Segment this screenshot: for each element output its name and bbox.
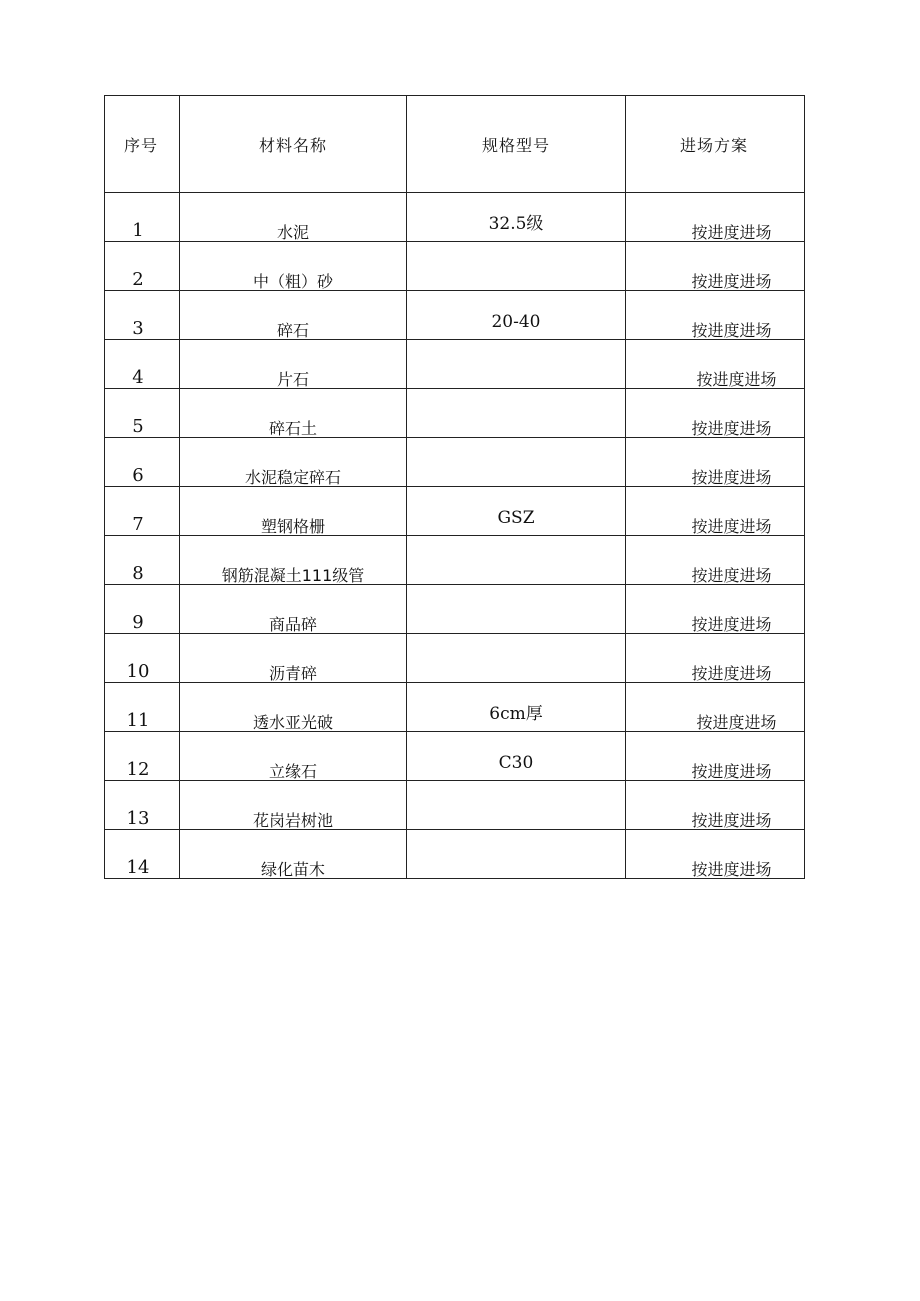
table-row — [105, 634, 805, 683]
table-row — [105, 683, 805, 732]
row-name: 立缘石 — [180, 732, 407, 781]
row-plan: 按进度进场 — [626, 585, 805, 634]
table-row — [105, 781, 805, 830]
row-plan: 按进度进场 — [626, 340, 805, 389]
row-spec: 6cm厚 — [407, 683, 626, 732]
row-name: 沥青碎 — [180, 634, 407, 683]
row-no: 1 — [105, 193, 180, 242]
table-body — [105, 193, 805, 879]
row-no: 8 — [105, 536, 180, 585]
table-row — [105, 732, 805, 781]
row-name: 绿化苗木 — [180, 830, 407, 879]
row-name: 碎石 — [180, 291, 407, 340]
table-row — [105, 389, 805, 438]
table-row — [105, 291, 805, 340]
row-name: 透水亚光破 — [180, 683, 407, 732]
row-plan: 按进度进场 — [626, 830, 805, 879]
header-plan: 进场方案 — [626, 96, 805, 193]
row-plan: 按进度进场 — [626, 438, 805, 487]
row-name: 水泥稳定碎石 — [180, 438, 407, 487]
row-plan: 按进度进场 — [626, 291, 805, 340]
row-no: 11 — [105, 683, 180, 732]
header-spec: 规格型号 — [407, 96, 626, 193]
row-no: 4 — [105, 340, 180, 389]
row-name: 钢筋混凝土111级管 — [180, 536, 407, 585]
table-row — [105, 830, 805, 879]
header-name: 材料名称 — [180, 96, 407, 193]
table-row — [105, 340, 805, 389]
row-plan: 按进度进场 — [626, 732, 805, 781]
row-no: 7 — [105, 487, 180, 536]
table-row — [105, 193, 805, 242]
row-spec — [407, 389, 626, 438]
row-name: 碎石土 — [180, 389, 407, 438]
table-row — [105, 585, 805, 634]
row-spec: GSZ — [407, 487, 626, 536]
row-spec — [407, 634, 626, 683]
row-spec: 32.5级 — [407, 193, 626, 242]
row-plan: 按进度进场 — [626, 781, 805, 830]
row-plan: 按进度进场 — [626, 634, 805, 683]
row-spec — [407, 830, 626, 879]
row-name: 花岗岩树池 — [180, 781, 407, 830]
row-no: 13 — [105, 781, 180, 830]
row-no: 9 — [105, 585, 180, 634]
row-name: 水泥 — [180, 193, 407, 242]
row-spec: C30 — [407, 732, 626, 781]
row-name: 商品碎 — [180, 585, 407, 634]
row-plan: 按进度进场 — [626, 193, 805, 242]
row-plan: 按进度进场 — [626, 242, 805, 291]
row-plan: 按进度进场 — [626, 536, 805, 585]
row-no: 14 — [105, 830, 180, 879]
row-spec — [407, 585, 626, 634]
table-row — [105, 487, 805, 536]
row-spec — [407, 438, 626, 487]
materials-table — [104, 95, 805, 879]
row-spec — [407, 242, 626, 291]
row-no: 3 — [105, 291, 180, 340]
row-spec: 20-40 — [407, 291, 626, 340]
table-header-row — [105, 96, 805, 193]
row-spec — [407, 781, 626, 830]
row-plan: 按进度进场 — [626, 487, 805, 536]
table-row — [105, 242, 805, 291]
row-no: 5 — [105, 389, 180, 438]
row-plan: 按进度进场 — [626, 389, 805, 438]
table-row — [105, 438, 805, 487]
row-name: 中（粗）砂 — [180, 242, 407, 291]
row-no: 2 — [105, 242, 180, 291]
header-no: 序号 — [105, 96, 180, 193]
table-row — [105, 536, 805, 585]
row-name: 片石 — [180, 340, 407, 389]
row-no: 10 — [105, 634, 180, 683]
row-plan: 按进度进场 — [626, 683, 805, 732]
row-spec — [407, 340, 626, 389]
row-no: 12 — [105, 732, 180, 781]
row-spec — [407, 536, 626, 585]
row-name: 塑钢格栅 — [180, 487, 407, 536]
row-no: 6 — [105, 438, 180, 487]
